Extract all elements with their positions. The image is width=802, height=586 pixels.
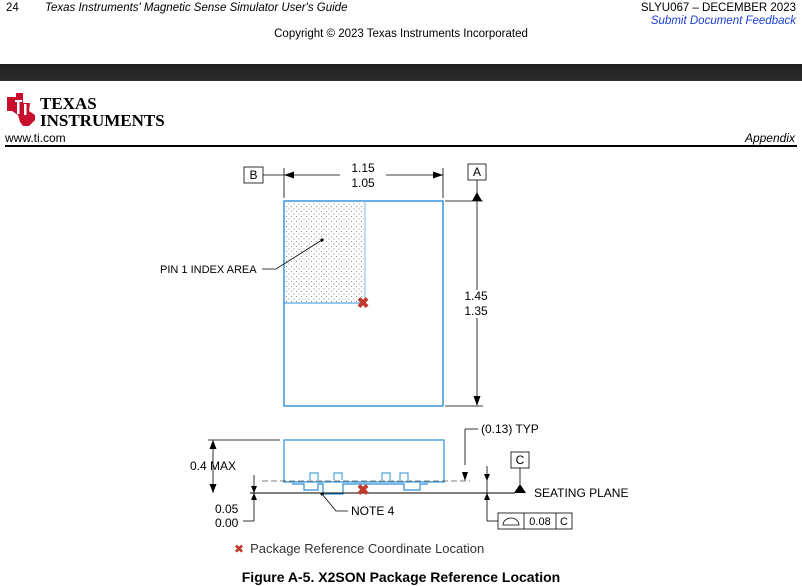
standoff-min: 0.00 (215, 516, 239, 530)
datum-c-label: C (515, 453, 525, 467)
ti-state-icon (7, 93, 35, 126)
seating-plane-label: SEATING PLANE (534, 486, 629, 500)
width-min: 1.05 (351, 176, 375, 190)
pin1-label: PIN 1 INDEX AREA (160, 264, 257, 276)
page-number: 24 (6, 2, 19, 14)
ti-logo (5, 91, 165, 136)
logo-instruments: INSTRUMENTS (40, 111, 165, 130)
standoff-max: 0.05 (215, 502, 239, 516)
pin1-index-area (285, 202, 364, 303)
legend-text: Package Reference Coordinate Location (250, 541, 485, 556)
package-drawing (0, 150, 802, 545)
flatness-tolerance-frame (498, 513, 572, 529)
copyright-notice: Copyright © 2023 Texas Instruments Incorporated (274, 28, 528, 40)
document-id: SLYU067 – DECEMBER 2023 (640, 2, 796, 14)
website-link[interactable]: www.ti.com (5, 131, 66, 145)
datum-b-label: B (249, 168, 258, 182)
height-max: 0.4 MAX (190, 459, 237, 473)
logo-texas: TEXAS (40, 94, 97, 113)
reference-marker-top: ✖ (356, 295, 370, 312)
figure-caption: Figure A-5. X2SON Package Reference Location (241, 569, 561, 585)
reference-marker-icon: ✖ (234, 542, 245, 556)
header-rule (5, 145, 797, 147)
tolerance-value: 0.08 (529, 516, 551, 528)
typ-dimension: (0.13) TYP (481, 422, 539, 436)
reference-marker-side: ✖ (356, 482, 370, 499)
section-name: Appendix (744, 131, 795, 145)
length-max: 1.45 (464, 289, 488, 303)
guide-title: Texas Instruments' Magnetic Sense Simulator User's Guide (45, 2, 348, 14)
note-label: NOTE 4 (351, 504, 395, 518)
tolerance-datum: C (560, 516, 568, 528)
datum-c-triangle (514, 484, 526, 493)
header-band (0, 64, 802, 81)
length-min: 1.35 (464, 304, 488, 318)
marker-legend (234, 541, 484, 556)
datum-a-label: A (472, 165, 482, 179)
width-max: 1.15 (351, 161, 375, 175)
submit-feedback-link[interactable]: Submit Document Feedback (650, 15, 796, 27)
